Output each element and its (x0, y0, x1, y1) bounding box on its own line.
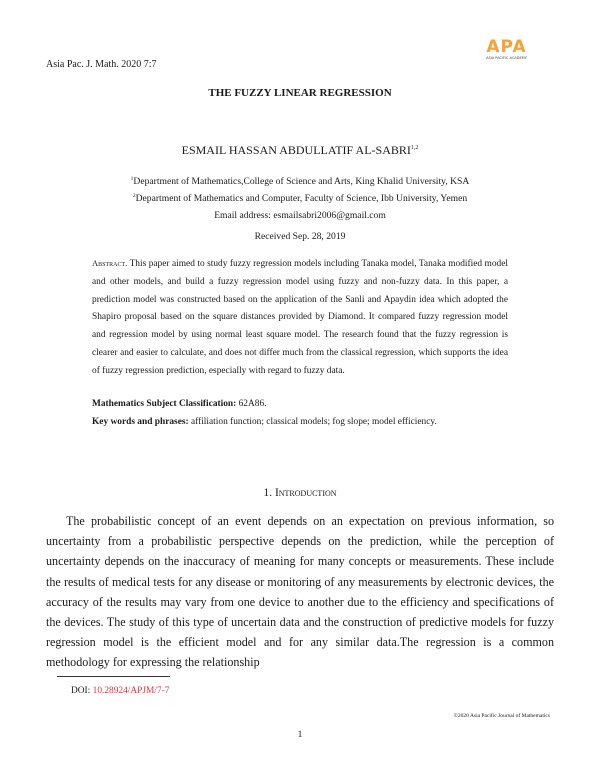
keywords-value: affiliation function; classical models; fog slope; model efficiency. (190, 417, 437, 427)
doi-label: DOI: (71, 686, 91, 696)
affiliation-1 (0, 176, 600, 187)
affiliation-1-text: Department of Mathematics,College of Science and Arts, King Khalid University, KSA (133, 176, 470, 188)
msc-label: Mathematics Subject Classification: (92, 399, 237, 409)
body-text: The probabilistic concept of an event depends on an expectation on previous information, so uncertainty from a probabilistic perspective depends on the prediction, while the perception of uncertainty depends on the inaccuracy of meaning for many concepts or measurements. These include the results of medical tests for any disease or monitoring of any measurements by electronic devices, the accuracy of the results may vary from one device to another due to the efficiency and specifications of the devices. The study of this type of uncertain data and the construction of predictive models for fuzzy regression model is the efficient model and for any similar data.The regression is a common methodology for expressing the relationship (46, 514, 554, 670)
affiliation-1-sup: 1 (130, 176, 134, 182)
copyright-notice: ©2020 Asia Pacific Journal of Mathematics (453, 713, 550, 719)
section-heading (0, 487, 600, 499)
abstract-text: This paper aimed to study fuzzy regression models including Tanaka model, Tanaka modified model and other models, and build a fuzzy regression model using fuzzy and non-fuzzy data. In this paper, a prediction model was constructed based on the application of the Sanli and Apaydin idea which adopted the Shapiro proposal based on the square distances provided by Diamond. It compared fuzzy regression model and regression model by using normal least square model. The research found that the fuzzy regression is clearer and easier to calculate, and does not differ much from the classical regression, which supports the idea of fuzzy regression prediction, especially with regard to fuzzy data. (92, 259, 508, 376)
abstract-label: Abstract. (92, 258, 128, 268)
author-name: ESMAIL HASSAN ABDULLATIF AL-SABRI (181, 143, 411, 157)
msc-classification (92, 399, 508, 409)
received-date: Received Sep. 28, 2019 (254, 231, 346, 242)
logo-text: APA (486, 37, 527, 57)
page-number: 1 (297, 729, 303, 740)
msc-value: 62A86. (238, 399, 267, 409)
logo-subtitle: ASIA PACIFIC ACADEMY (486, 56, 527, 60)
affiliation-2-sup: 2 (132, 193, 136, 199)
doi-line (71, 686, 169, 696)
keywords (92, 417, 508, 427)
apa-logo (479, 38, 534, 61)
author-line (0, 143, 600, 158)
abstract (92, 255, 508, 381)
doi-link[interactable]: 10.28924/APJM/7-7 (92, 686, 170, 696)
body-paragraph (46, 511, 554, 673)
journal-reference: Asia Pac. J. Math. 2020 7:7 (46, 59, 157, 70)
affiliation-2-text: Department of Mathematics and Computer, Faculty of Science, Ibb University, Yemen (135, 193, 468, 205)
section-number: 1. (263, 487, 273, 499)
section-title: Introduction (274, 487, 337, 499)
paper-title: THE FUZZY LINEAR REGRESSION (208, 87, 392, 99)
author-sup: 1,2 (410, 145, 419, 151)
email-address: Email address: esmailsabri2006@gmail.com (214, 210, 386, 221)
footnote-divider (57, 676, 170, 677)
affiliation-2 (0, 193, 600, 204)
keywords-label: Key words and phrases: (92, 417, 189, 427)
